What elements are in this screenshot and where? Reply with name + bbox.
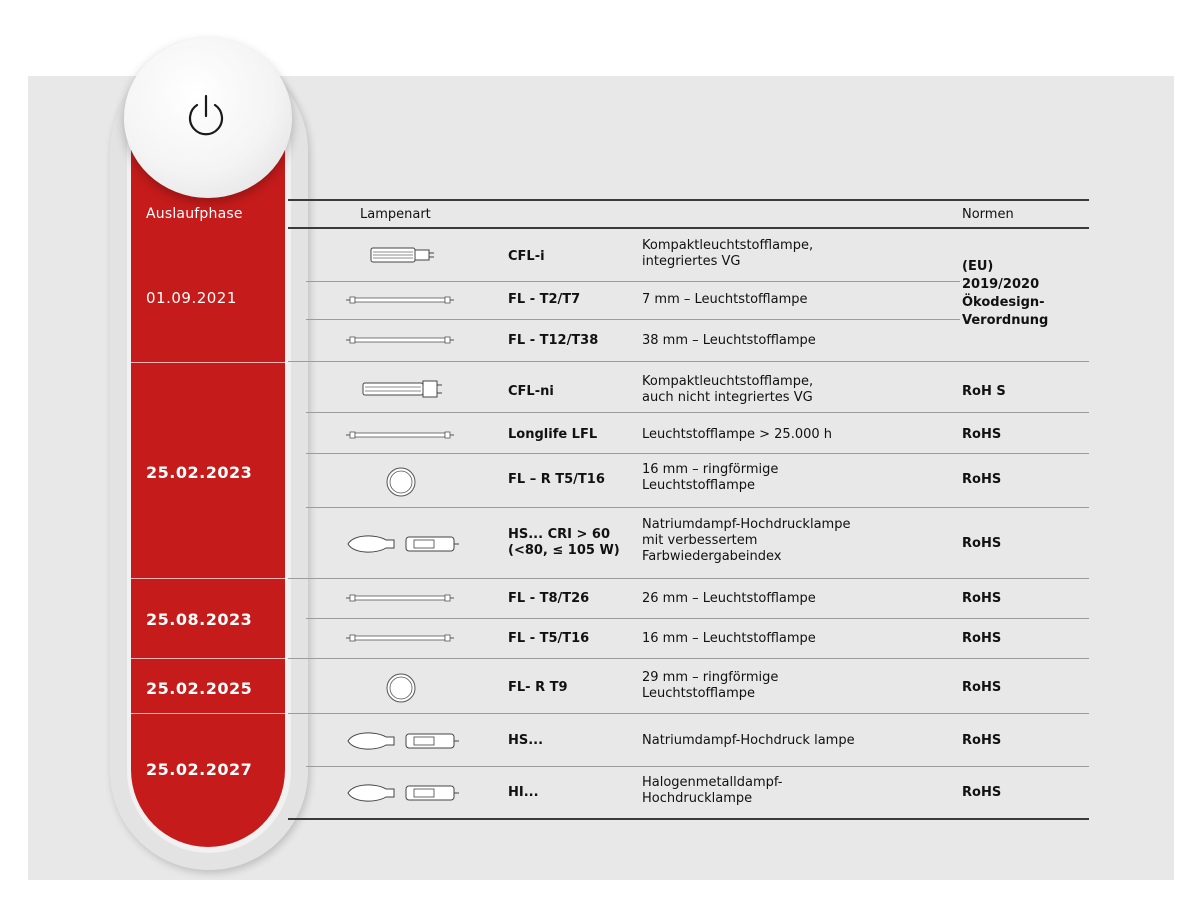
lamp-code: CFL-i [508, 249, 545, 264]
lamp-code: Longlife LFL [508, 427, 598, 442]
compact-lamp-icon [370, 245, 436, 265]
table-bottom-rule [288, 818, 1089, 820]
lamp-code: HS... CRI > 60 (<80, ≤ 105 W) [508, 527, 620, 558]
lamp-code: HS... [508, 733, 544, 748]
lamp-code: CFL-ni [508, 384, 554, 399]
norm-value: RoHS [962, 631, 1002, 646]
tube-lamp-icon [346, 335, 454, 345]
lamp-code: FL- R T9 [508, 680, 568, 695]
phase-date: 25.02.2027 [146, 760, 253, 779]
table-top-rule [288, 199, 1089, 201]
norm-value: RoHS [962, 536, 1002, 551]
lamp-description: Natriumdampf-Hochdrucklampe mit verbessertem Farbwiedergabeindex [642, 517, 851, 564]
tube-lamp-icon [346, 430, 454, 440]
tube-lamp-icon [346, 295, 454, 305]
lamp-description: 7 mm – Leuchtstofflampe [642, 292, 808, 307]
phase-date: 01.09.2021 [146, 289, 237, 307]
lamp-description: Kompaktleuchtstofflampe, auch nicht integriertes VG [642, 374, 814, 405]
lamp-description: 26 mm – Leuchtstofflampe [642, 591, 816, 606]
compact-lamp-icon [362, 379, 444, 399]
ring-lamp-icon [385, 466, 417, 498]
norms-header: Normen [962, 207, 1014, 222]
phase-header: Auslaufphase [146, 206, 243, 222]
lamp-description: Kompaktleuchtstofflampe, integriertes VG [642, 238, 814, 269]
lamp-code: FL - T2/T7 [508, 292, 581, 307]
lamp-description: 16 mm – ringförmige Leuchtstofflampe [642, 462, 779, 493]
lamp-description: 16 mm – Leuchtstofflampe [642, 631, 816, 646]
phase-date: 25.02.2023 [146, 463, 253, 482]
lamp-code: FL – R T5/T16 [508, 472, 605, 487]
lamp-type-header: Lampenart [360, 207, 431, 222]
tube-lamp-icon [346, 633, 454, 643]
norm-value: RoH S [962, 384, 1006, 399]
norm-value: RoHS [962, 733, 1002, 748]
header-rule [288, 227, 1089, 229]
hid-lamp-icon [346, 729, 460, 753]
norm-value: RoHS [962, 427, 1002, 442]
lamp-code: FL - T8/T26 [508, 591, 590, 606]
lamp-description: Natriumdampf-Hochdruck lampe [642, 733, 855, 748]
norm-value: RoHS [962, 785, 1002, 800]
lamp-code: FL - T12/T38 [508, 333, 599, 348]
phase-date: 25.08.2023 [146, 610, 253, 629]
phase-date: 25.02.2025 [146, 679, 253, 698]
lamp-description: Halogenmetalldampf- Hochdrucklampe [642, 775, 783, 806]
lamp-code: FL - T5/T16 [508, 631, 590, 646]
lamp-description: 29 mm – ringförmige Leuchtstofflampe [642, 670, 779, 701]
lamp-description: 38 mm – Leuchtstofflampe [642, 333, 816, 348]
hid-lamp-icon [346, 781, 460, 805]
norm-value: RoHS [962, 472, 1002, 487]
power-icon [183, 92, 229, 142]
ring-lamp-icon [385, 672, 417, 704]
norm-value: RoHS [962, 680, 1002, 695]
eu-norm: (EU) 2019/2020 Ökodesign- Verordnung [962, 259, 1049, 328]
tube-lamp-icon [346, 593, 454, 603]
norm-value: RoHS [962, 591, 1002, 606]
lamp-code: HI... [508, 785, 539, 800]
hid-lamp-icon [346, 532, 460, 556]
lamp-description: Leuchtstofflampe > 25.000 h [642, 427, 833, 442]
